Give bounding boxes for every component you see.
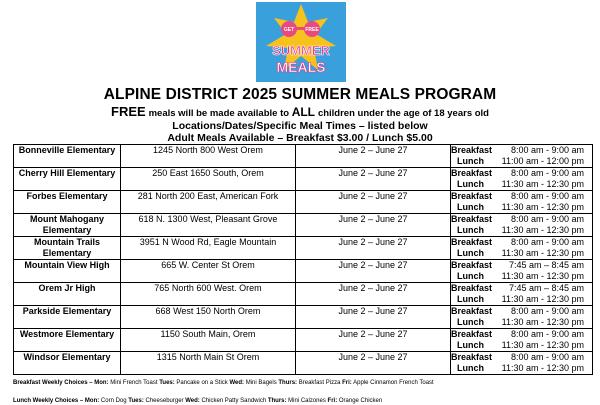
lunch-time-row: [451, 363, 592, 374]
breakfast-time-row: [451, 283, 592, 294]
school-address: 281 North 200 East, American Fork: [121, 191, 296, 214]
lunch-label: Lunch: [457, 201, 484, 212]
lunch-time: 11:30 am - 12:30 pm: [501, 270, 584, 281]
meal-times: [451, 329, 593, 352]
lunch-label: Lunch: [457, 155, 484, 166]
all-word: ALL: [291, 105, 316, 119]
breakfast-thu-label: Thurs:: [278, 380, 298, 386]
breakfast-time: 8:00 am - 9:00 am: [510, 191, 584, 201]
meal-dates: June 2 – June 27: [296, 214, 451, 237]
lunch-label: Lunch: [457, 316, 484, 327]
table-row: [14, 306, 593, 329]
adult-meals-note: Adult Meals Available – Breakfast $3.00 / Lunch $5.00: [167, 132, 433, 144]
lunch-fri: Orange Chicken: [338, 398, 383, 404]
summer-meals-logo: [256, 2, 346, 82]
school-name: Forbes Elementary: [14, 191, 121, 214]
school-name: Mount Mahogany Elementary: [14, 214, 121, 237]
meal-times: [451, 145, 593, 168]
breakfast-time: 8:00 am - 9:00 am: [510, 352, 584, 362]
meal-dates: June 2 – June 27: [296, 145, 451, 168]
breakfast-label: Breakfast: [451, 260, 493, 270]
lunch-time: 11:30 am - 12:30 pm: [501, 316, 584, 327]
school-name: Orem Jr High: [14, 283, 121, 306]
breakfast-time: 7:45 am – 8:45 am: [508, 260, 584, 270]
lunch-time: 11:30 am - 12:30 pm: [501, 339, 584, 350]
breakfast-mon: Mini French Toast: [110, 380, 158, 386]
breakfast-time-row: [451, 260, 592, 271]
lunch-mon: Corn Dog: [100, 398, 127, 404]
breakfast-time-row: [451, 306, 592, 317]
meal-times: [451, 283, 593, 306]
breakfast-label: Breakfast: [451, 214, 493, 224]
lunch-label: Lunch: [457, 178, 484, 189]
school-address: 765 North 600 West. Orem: [121, 283, 296, 306]
meal-dates: June 2 – June 27: [296, 260, 451, 283]
breakfast-time-row: [451, 191, 592, 202]
breakfast-time-row: [451, 352, 592, 363]
logo-word-free: FREE: [305, 27, 319, 33]
lunch-label: Lunch: [457, 293, 484, 304]
breakfast-time-row: [451, 214, 592, 225]
lunch-time-row: [451, 202, 592, 213]
subtitle: Locations/Dates/Specific Meal Times – listed below: [172, 120, 428, 132]
lunch-choices-heading: Lunch Weekly Choices – Mon:: [13, 398, 100, 404]
table-row: [14, 214, 593, 237]
lunch-time: 11:00 am - 12:00 pm: [501, 155, 584, 166]
breakfast-time-row: [451, 237, 592, 248]
lunch-time-row: [451, 294, 592, 305]
school-address: 1315 North Main St Orem: [121, 352, 296, 375]
breakfast-fri-label: Fri:: [342, 380, 352, 386]
school-name: Mountain View High: [14, 260, 121, 283]
lunch-time-row: [451, 156, 592, 167]
lunch-tue-label: Tues:: [128, 398, 144, 404]
school-name: Westmore Elementary: [14, 329, 121, 352]
school-name: Bonneville Elementary: [14, 145, 121, 168]
page-title: ALPINE DISTRICT 2025 SUMMER MEALS PROGRAM: [103, 86, 497, 103]
breakfast-time-row: [451, 329, 592, 340]
lunch-label: Lunch: [457, 339, 484, 350]
school-address: 665 W. Center St Orem: [121, 260, 296, 283]
lunch-thu-label: Thurs:: [267, 398, 287, 404]
lunch-time: 11:30 am - 12:30 pm: [501, 178, 584, 189]
meal-dates: June 2 – June 27: [296, 191, 451, 214]
meal-times: [451, 214, 593, 237]
school-name: Windsor Elementary: [14, 352, 121, 375]
lunch-time-row: [451, 179, 592, 190]
logo-word-get: GET: [283, 27, 295, 33]
meal-dates: June 2 – June 27: [296, 329, 451, 352]
breakfast-wed-label: Wed:: [229, 380, 245, 386]
meal-schedule-table: [13, 144, 593, 375]
lunch-label: Lunch: [457, 362, 484, 373]
lunch-wed: Chicken Patty Sandwich: [201, 398, 267, 404]
school-address: 1245 North 800 West Orem: [121, 145, 296, 168]
school-address: 1150 South Main, Orem: [121, 329, 296, 352]
lunch-time-row: [451, 340, 592, 351]
breakfast-label: Breakfast: [451, 306, 493, 316]
lunch-time-row: [451, 225, 592, 236]
breakfast-label: Breakfast: [451, 352, 493, 362]
breakfast-time: 7:45 am – 8:45 am: [508, 283, 584, 293]
meal-times: [451, 237, 593, 260]
breakfast-label: Breakfast: [451, 329, 493, 339]
breakfast-time-row: [451, 145, 592, 156]
table-row: [14, 168, 593, 191]
lunch-time: 11:30 am - 12:30 pm: [501, 293, 584, 304]
breakfast-tue-label: Tues:: [159, 380, 175, 386]
school-address: 668 West 150 North Orem: [121, 306, 296, 329]
school-address: 250 East 1650 South, Orem: [121, 168, 296, 191]
meal-times: [451, 306, 593, 329]
logo-word-meals: MEALS: [276, 59, 326, 75]
table-row: [14, 283, 593, 306]
school-address: 618 N. 1300 West, Pleasant Grove: [121, 214, 296, 237]
breakfast-time: 8:00 am - 9:00 am: [510, 214, 584, 224]
breakfast-label: Breakfast: [451, 283, 493, 293]
lunch-time: 11:30 am - 12:30 pm: [501, 247, 584, 258]
breakfast-thu: Breakfast Pizza: [298, 380, 341, 386]
table-row: [14, 352, 593, 375]
school-name: Cherry Hill Elementary: [14, 168, 121, 191]
meal-dates: June 2 – June 27: [296, 168, 451, 191]
lunch-choices: [13, 398, 382, 405]
lunch-time: 11:30 am - 12:30 pm: [501, 201, 584, 212]
lunch-label: Lunch: [457, 270, 484, 281]
breakfast-fri: Apple Cinnamon French Toast: [353, 380, 434, 386]
school-name: Parkside Elementary: [14, 306, 121, 329]
free-post-text: children under the age of 18 years old: [317, 108, 489, 119]
lunch-time-row: [451, 248, 592, 259]
breakfast-time: 8:00 am - 9:00 am: [510, 168, 584, 178]
breakfast-wed: Mini Bagels: [245, 380, 277, 386]
lunch-time-row: [451, 317, 592, 328]
lunch-thu: Mini Calzones: [288, 398, 326, 404]
table-row: [14, 191, 593, 214]
meal-dates: June 2 – June 27: [296, 237, 451, 260]
table-row: [14, 260, 593, 283]
breakfast-time: 8:00 am - 9:00 am: [510, 237, 584, 247]
breakfast-label: Breakfast: [451, 191, 493, 201]
lunch-time: 11:30 am - 12:30 pm: [501, 362, 584, 373]
breakfast-choices: [13, 380, 434, 387]
breakfast-tue: Pancake on a Stick: [176, 380, 228, 386]
meal-times: [451, 191, 593, 214]
free-word: FREE: [111, 104, 146, 119]
lunch-tue: Cheeseburger: [145, 398, 184, 404]
meal-dates: June 2 – June 27: [296, 306, 451, 329]
breakfast-label: Breakfast: [451, 145, 493, 155]
free-pre-text: meals will be made available to: [148, 108, 292, 119]
breakfast-time: 8:00 am - 9:00 am: [510, 145, 584, 155]
breakfast-time-row: [451, 168, 592, 179]
free-meals-line: [0, 106, 600, 120]
table-row: [14, 145, 593, 168]
logo-word-summer: SUMMER: [272, 43, 330, 58]
lunch-label: Lunch: [457, 247, 484, 258]
school-address: 3951 N Wood Rd, Eagle Mountain: [121, 237, 296, 260]
meal-dates: June 2 – June 27: [296, 352, 451, 375]
table-row: [14, 329, 593, 352]
breakfast-label: Breakfast: [451, 168, 493, 178]
breakfast-time: 8:00 am - 9:00 am: [510, 306, 584, 316]
meal-times: [451, 168, 593, 191]
table-row: [14, 237, 593, 260]
lunch-wed-label: Wed:: [185, 398, 200, 404]
lunch-time: 11:30 am - 12:30 pm: [501, 224, 584, 235]
breakfast-choices-heading: Breakfast Weekly Choices – Mon:: [13, 380, 109, 386]
school-name: Mountain Trails Elementary: [14, 237, 121, 260]
lunch-label: Lunch: [457, 224, 484, 235]
meal-times: [451, 260, 593, 283]
meal-times: [451, 352, 593, 375]
lunch-fri-label: Fri:: [327, 398, 338, 404]
breakfast-label: Breakfast: [451, 237, 493, 247]
lunch-time-row: [451, 271, 592, 282]
meal-dates: June 2 – June 27: [296, 283, 451, 306]
breakfast-time: 8:00 am - 9:00 am: [510, 329, 584, 339]
